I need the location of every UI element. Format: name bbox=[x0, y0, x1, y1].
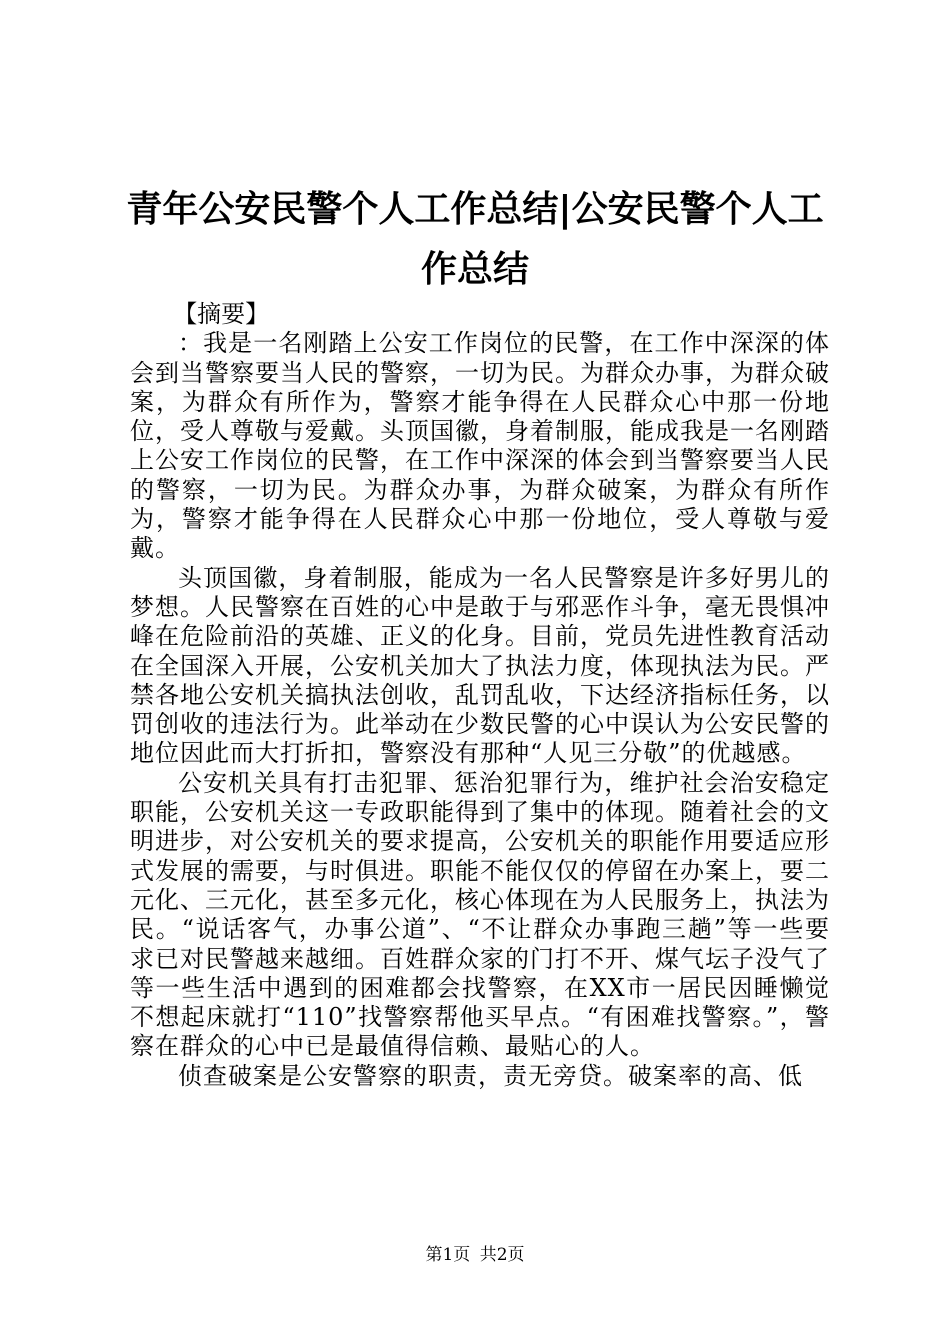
document-body bbox=[130, 300, 830, 1091]
paragraph-case-solving: 侦查破案是公安警察的职责，责无旁贷。破案率的高、低 bbox=[178, 1061, 803, 1090]
paragraph-police-dream: 头顶国徽，身着制服，能成为一名人民警察是许多好男儿的梦想。人民警察在百姓的心中是敢于与邪恶作斗争，毫无畏惧冲峰在危险前沿的英雄、正义的化身。目前，党员先进性教育活动在全国深入开展，公安机关加大了执法力度，体现执法为民。严禁各地公安机关搞执法创收，乱罚乱收，下达经济指标任务，以罚创收的违法行为。此举动在少数民警的心中误认为公安民警的地位因此而大打折扣，警察没有那种“人见三分敬”的优越感。 bbox=[130, 563, 830, 768]
document-title: 青年公安民警个人工作总结|公安民警个人工作总结 bbox=[126, 189, 824, 290]
page-number: 第1页 bbox=[425, 1245, 471, 1265]
page-total: 共2页 bbox=[479, 1245, 525, 1265]
page-footer bbox=[0, 1245, 950, 1265]
paragraph-summary: ：我是一名刚踏上公安工作岗位的民警，在工作中深深的体会到当警察要当人民的警察，一切为民。为群众办事，为群众破案，为群众有所作为，警察才能争得在人民群众心中那一份地位，受人尊敬与爱戴。头顶国徽，身着制服，能成我是一名刚踏上公安工作岗位的民警，在工作中深深的体会到当警察要当人民的警察，一切为民。为群众办事，为群众破案，为群众有所作为，警察才能争得在人民群众心中那一份地位，受人尊敬与爱戴。 bbox=[130, 329, 830, 563]
paragraph-police-function: 公安机关具有打击犯罪、惩治犯罪行为，维护社会治安稳定职能，公安机关这一专政职能得到了集中的体现。随着社会的文明进步，对公安机关的要求提高，公安机关的职能作用要适应形式发展的需要，与时俱进。职能不能仅仅的停留在办案上，要二元化、三元化，甚至多元化，核心体现在为人民服务上，执法为民。“说话客气，办事公道”、“不让群众办事跑三趟”等一些要求已对民警越来越细。百姓群众家的门打不开、煤气坛子没气了等一些生活中遇到的困难都会找警察，在XX市一居民因睡懒觉不想起床就打“110”找警察帮他买早点。“有困难找警察。”，警察在群众的心中已是最值得信赖、最贴心的人。 bbox=[130, 768, 830, 1061]
summary-label: 【摘要】 bbox=[173, 300, 270, 328]
